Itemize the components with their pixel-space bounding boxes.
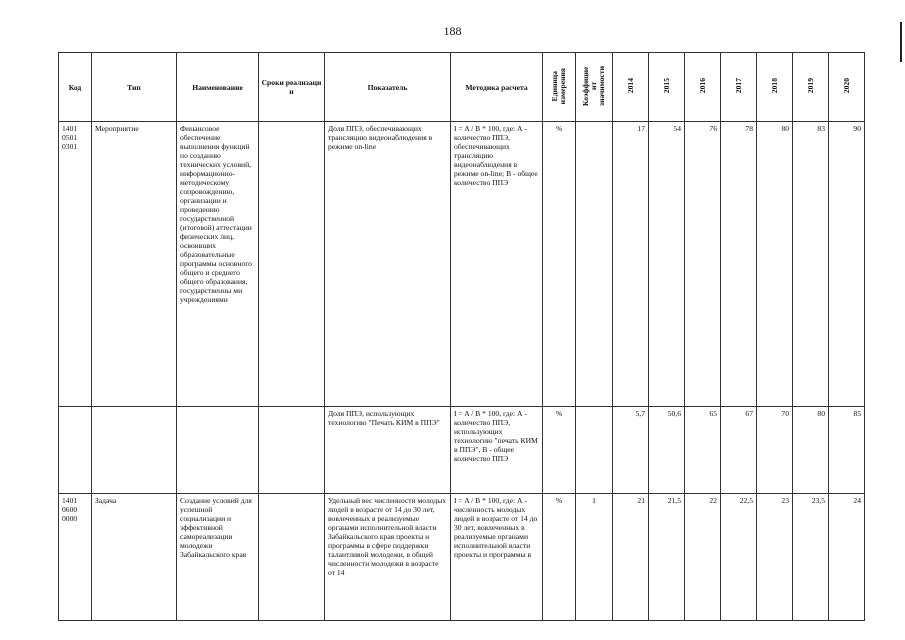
row-value-2019: 83	[793, 122, 829, 407]
row-name: Финансовое обеспечение выполнения функций по созданию технических условий, информационно-методическому сопровождению, организации и проведению государственной (итоговой) аттестации физических лиц, освоивших образовательные программы основного общего и среднего общего образования, государственны ми учреждениями	[177, 122, 259, 407]
header-type: Тип	[92, 53, 177, 122]
row-type	[92, 407, 177, 494]
header-year-2017: 2017	[733, 78, 743, 94]
row-value-2016: 65	[685, 407, 721, 494]
table-row	[59, 407, 865, 494]
row-value-2020: 90	[829, 122, 865, 407]
row-type: Мероприятие	[92, 122, 177, 407]
header-coef: Коэффицие нт значимости	[581, 66, 606, 106]
row-method: I = A / B * 100, где: А - количество ППЭ, использующих технологию "печать КИМ в ППЭ", В - общее количество ППЭ	[451, 407, 543, 494]
row-value-2019: 80	[793, 407, 829, 494]
table-row	[59, 494, 865, 621]
row-indicator: Доля ППЭ, использующих технологию "Печать КИМ в ППЭ"	[325, 407, 451, 494]
row-value-2015: 50,6	[649, 407, 685, 494]
row-unit: %	[543, 122, 576, 407]
header-year-2018: 2018	[769, 78, 779, 94]
page-number: 188	[443, 24, 462, 38]
row-name: Создание условий для успешной социализации и эффективной самореализации молодежи Забайкальского края	[177, 494, 259, 621]
row-method: I = A / B * 100, где: А - количество ППЭ, обеспечивающих трансляцию видеонаблюдения в режиме on-line; В - общее количество ППЭ	[451, 122, 543, 407]
row-value-2014: 21	[613, 494, 649, 621]
row-value-2017: 22,5	[721, 494, 757, 621]
row-value-2020: 24	[829, 494, 865, 621]
row-value-2018: 23	[757, 494, 793, 621]
header-year-2019: 2019	[805, 78, 815, 94]
header-year-2015: 2015	[661, 78, 671, 94]
row-indicator: Удельный вес численности молодых людей в возрасте от 14 до 30 лет, вовлеченных в реализуемые органами исполнительной власти Забайкальского края проекты и программы в сфере поддержки талантливой молодежи, в общей численности молодежи в возрасте от 14	[325, 494, 451, 621]
row-code: 1401 0600 0000	[59, 494, 92, 621]
header-year-2014: 2014	[625, 78, 635, 94]
header-year-2020: 2020	[841, 78, 851, 94]
row-coef: 1	[576, 494, 613, 621]
row-unit: %	[543, 494, 576, 621]
row-value-2017: 67	[721, 407, 757, 494]
row-value-2018: 70	[757, 407, 793, 494]
row-name	[177, 407, 259, 494]
row-method: I = A / B * 100, где: А - численность молодых людей в возрасте от 14 до 30 лет, вовлеченных в реализуемые органами исполнительной власти проекты и программы в	[451, 494, 543, 621]
row-value-2014: 17	[613, 122, 649, 407]
header-name: Наименование	[177, 53, 259, 122]
scan-edge-line	[900, 22, 902, 62]
header-unit: Единица измерения	[550, 67, 567, 105]
header-indicator: Показатель	[325, 53, 451, 122]
row-value-2016: 76	[685, 122, 721, 407]
indicators-table	[58, 52, 865, 621]
row-code: 1401 0501 0301	[59, 122, 92, 407]
row-terms	[259, 407, 325, 494]
row-code	[59, 407, 92, 494]
row-terms	[259, 494, 325, 621]
row-value-2018: 80	[757, 122, 793, 407]
row-unit: %	[543, 407, 576, 494]
row-value-2020: 85	[829, 407, 865, 494]
row-type: Задача	[92, 494, 177, 621]
table-row	[59, 122, 865, 407]
header-year-2016: 2016	[697, 78, 707, 94]
row-terms	[259, 122, 325, 407]
header-method: Методика расчета	[451, 53, 543, 122]
row-value-2016: 22	[685, 494, 721, 621]
row-coef	[576, 122, 613, 407]
header-code: Код	[59, 53, 92, 122]
row-value-2019: 23,5	[793, 494, 829, 621]
row-value-2015: 21,5	[649, 494, 685, 621]
row-coef	[576, 407, 613, 494]
header-terms: Сроки реализаци и	[259, 53, 325, 122]
row-value-2014: 5,7	[613, 407, 649, 494]
row-value-2015: 54	[649, 122, 685, 407]
row-indicator: Доля ППЭ, обеспечивающих трансляцию видеонаблюдения в режиме on-line	[325, 122, 451, 407]
row-value-2017: 78	[721, 122, 757, 407]
table-header-row	[59, 53, 865, 122]
